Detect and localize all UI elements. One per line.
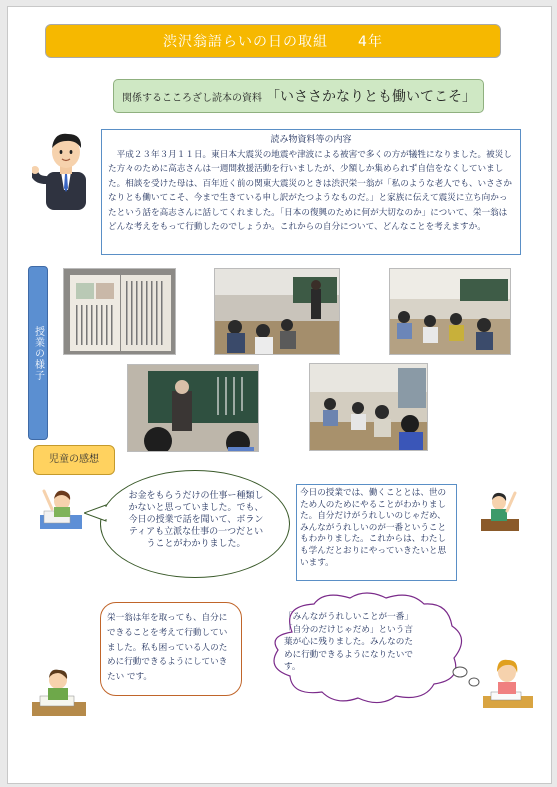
student-impressions-label-text: 児童の感想 xyxy=(49,454,99,465)
photo-classroom-teacher xyxy=(214,268,340,355)
student-impressions-label xyxy=(33,445,115,475)
related-material-title: 「いささかなりとも働いてこそ」 xyxy=(266,89,476,105)
impression-rect-text: 今日の授業では、働くこととは、世のため人のためにやることがわかりました。自分だけがうれしいのじゃだめ、みんながうれしいのが一番ということもわかりました。これからは、わたしも学んだとおりにやっていきたいと思います。 xyxy=(300,488,447,568)
lesson-scene-label xyxy=(28,266,48,440)
impression-rounded-text: 栄一翁は年を取っても、自分にできることを考えて行動していました。私も困っている人のために行動できるようにしていきたい です。 xyxy=(107,613,228,683)
impression-oval-text: お金をもらうだけの仕事ー種類しかないと思っていました。でも、今日の授業で話を聞いて、ボランティアも立派な仕事の一つだということがわかりました。 xyxy=(128,491,264,549)
page-title: 渋沢翁語らいの日の取組 4年 xyxy=(163,34,383,50)
speech-oval-tail xyxy=(84,503,108,523)
reading-summary-title: 読み物資料等の内容 xyxy=(270,135,352,145)
photo-students-desks xyxy=(309,363,428,451)
reading-summary-box xyxy=(101,129,521,255)
photo-textbook xyxy=(63,268,176,355)
related-material-box xyxy=(113,79,484,113)
lesson-scene-label-text: 授業の様子 xyxy=(32,325,44,381)
impression-rounded-box xyxy=(100,602,242,696)
related-material-label: 関係するこころざし読本の資料 xyxy=(122,92,262,104)
impression-cloud-text: 「みんながうれしいことが一番」「自分のだけじゃだめ」という言葉が心に残りました。みんなのために行動できるようになりたいです。 xyxy=(284,612,413,673)
photo-blackboard-lesson xyxy=(127,364,259,452)
child-writing-illustration xyxy=(483,656,533,708)
teacher-illustration xyxy=(32,128,98,210)
page-title-banner xyxy=(45,24,501,58)
photo-classroom-students xyxy=(389,268,511,355)
reading-summary-text: 平成２３年３月１１日。東日本大震災の地震や津波による被害で多くの方が犠牲になりました。被災した方々のために高志さんは一週間救援活動を行いましたが、少額しか集められず自信をなくしていました。相談を受けた母は、百年近く前の関東大震災のときは渋沢栄一翁が「私のような老人でも、いささかなりとも働いてこそ、今まで生きている申し訳がたつようなものだ。」と家族に伝えて震災に立ち向かったという話を高志さんに話してくれました。「日本の復興のために何が大切なのか」について、栄一翁はどんな考えをもって行動したのでしょうか。これからの自分について、どんなことを考えますか。 xyxy=(108,149,512,232)
child-raising-hand-illustration xyxy=(38,487,84,531)
child-studying-illustration xyxy=(32,664,86,716)
child-raising-hand-right-illustration xyxy=(481,489,519,531)
impression-rect-box xyxy=(296,484,457,581)
